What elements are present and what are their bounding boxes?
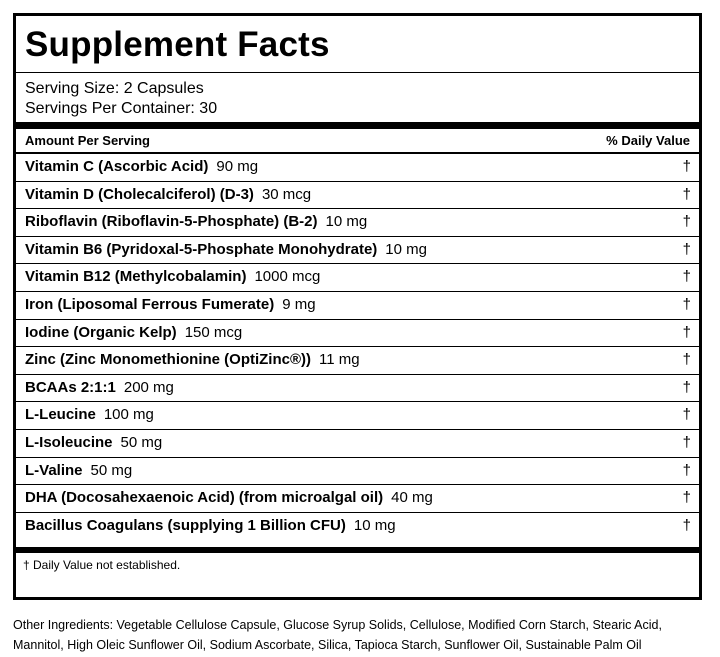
nutrient-amount: 200 mg: [123, 378, 174, 396]
nutrient-name: L-Valine: [25, 461, 83, 479]
nutrient-name: L-Leucine: [25, 406, 96, 424]
column-header: [25, 132, 690, 150]
nutrient-amount: 1000 mcg: [254, 268, 321, 286]
title-divider: [16, 72, 699, 73]
nutrient-amount: 50 mg: [90, 461, 133, 479]
nutrient-daily-value: †: [682, 351, 691, 369]
nutrient-name: DHA (Docosahexaenoic Acid) (from microalgal oil): [25, 489, 384, 507]
nutrient-text: [25, 350, 360, 370]
nutrient-daily-value: †: [682, 323, 691, 341]
nutrient-text: [25, 433, 162, 453]
nutrient-text: [25, 323, 242, 343]
thick-divider-top: [16, 122, 699, 129]
nutrient-name: Bacillus Coagulans (supplying 1 Billion CFU): [25, 516, 346, 534]
nutrient-row: [16, 292, 699, 320]
nutrient-name: Vitamin C (Ascorbic Acid): [25, 158, 209, 175]
supplement-facts-panel: [13, 13, 702, 600]
nutrient-amount: 30 mcg: [261, 185, 312, 203]
nutrient-daily-value: †: [682, 296, 691, 313]
nutrient-row: [16, 209, 699, 237]
nutrient-amount: 100 mg: [103, 406, 154, 424]
nutrient-daily-value: †: [682, 378, 691, 396]
nutrient-text: [25, 240, 427, 260]
thick-divider-bottom: [16, 547, 699, 553]
other-ingredients-line-2: Mannitol, High Oleic Sunflower Oil, Sodium Ascorbate, Silica, Tapioca Starch, Sunflower Oil, Sustainable Palm Oil: [13, 638, 642, 652]
nutrient-row: [16, 237, 699, 265]
nutrient-daily-value: †: [682, 461, 691, 479]
nutrient-text: [25, 157, 258, 177]
nutrient-text: [25, 461, 132, 481]
daily-value-header: % Daily Value: [606, 133, 690, 148]
nutrient-name: Riboflavin (Riboflavin-5-Phosphate) (B-2): [25, 213, 318, 231]
nutrient-amount: 10 mg: [385, 240, 427, 258]
nutrient-row: [16, 264, 699, 292]
nutrient-daily-value: †: [682, 158, 691, 175]
nutrient-row: [16, 375, 699, 403]
nutrient-amount: 11 mg: [319, 351, 360, 369]
nutrient-amount: 90 mg: [216, 158, 259, 175]
nutrient-text: [25, 212, 367, 232]
nutrient-daily-value: †: [682, 489, 691, 507]
other-ingredients: [13, 615, 713, 655]
nutrient-daily-value: †: [682, 213, 691, 231]
nutrient-daily-value: †: [682, 406, 691, 424]
nutrient-text: [25, 185, 311, 205]
serving-size: Serving Size: 2 Capsules: [25, 80, 204, 97]
nutrient-row: [16, 320, 699, 348]
nutrient-daily-value: †: [682, 185, 691, 203]
nutrient-daily-value: †: [682, 434, 691, 451]
nutrient-row: [16, 182, 699, 210]
nutrient-name: Zinc (Zinc Monomethionine (OptiZinc®)): [25, 351, 312, 369]
nutrient-text: [25, 295, 316, 315]
nutrient-name: Vitamin B6 (Pyridoxal-5-Phosphate Monohydrate): [25, 240, 378, 258]
nutrient-daily-value: †: [682, 516, 691, 534]
nutrient-row: [16, 485, 699, 513]
nutrient-amount: 10 mg: [353, 516, 396, 534]
nutrient-amount: 9 mg: [282, 296, 316, 313]
nutrient-row: [16, 154, 699, 182]
nutrient-text: [25, 405, 154, 425]
nutrient-text: [25, 378, 174, 398]
amount-per-serving-header: Amount Per Serving: [25, 133, 150, 148]
nutrient-text: [25, 488, 433, 508]
nutrient-name: Iron (Liposomal Ferrous Fumerate): [25, 296, 275, 313]
nutrient-row: [16, 347, 699, 375]
servings-per-container: Servings Per Container: 30: [25, 100, 218, 117]
nutrient-name: Vitamin D (Cholecalciferol) (D-3): [25, 185, 254, 203]
nutrient-daily-value: †: [682, 240, 691, 258]
nutrient-text: [25, 267, 320, 287]
nutrient-row: [16, 458, 699, 486]
nutrient-name: Iodine (Organic Kelp): [25, 323, 177, 341]
nutrient-name: BCAAs 2:1:1: [25, 378, 116, 396]
nutrient-row: [16, 513, 699, 541]
nutrient-text: [25, 516, 396, 536]
nutrient-name: Vitamin B12 (Methylcobalamin): [25, 268, 247, 286]
nutrient-daily-value: †: [682, 268, 691, 286]
nutrient-row: [16, 402, 699, 430]
panel-title: Supplement Facts: [25, 25, 330, 64]
nutrient-amount: 10 mg: [325, 213, 368, 231]
nutrient-amount: 50 mg: [120, 434, 163, 451]
nutrient-amount: 40 mg: [391, 489, 433, 507]
other-ingredients-line-1: Other Ingredients: Vegetable Cellulose Capsule, Glucose Syrup Solids, Cellulose, Modified Corn Starch, Stearic Acid,: [13, 618, 662, 632]
nutrient-amount: 150 mcg: [184, 323, 243, 341]
footnote: † Daily Value not established.: [23, 558, 181, 572]
nutrient-row: [16, 430, 699, 458]
nutrient-name: L-Isoleucine: [25, 434, 113, 451]
